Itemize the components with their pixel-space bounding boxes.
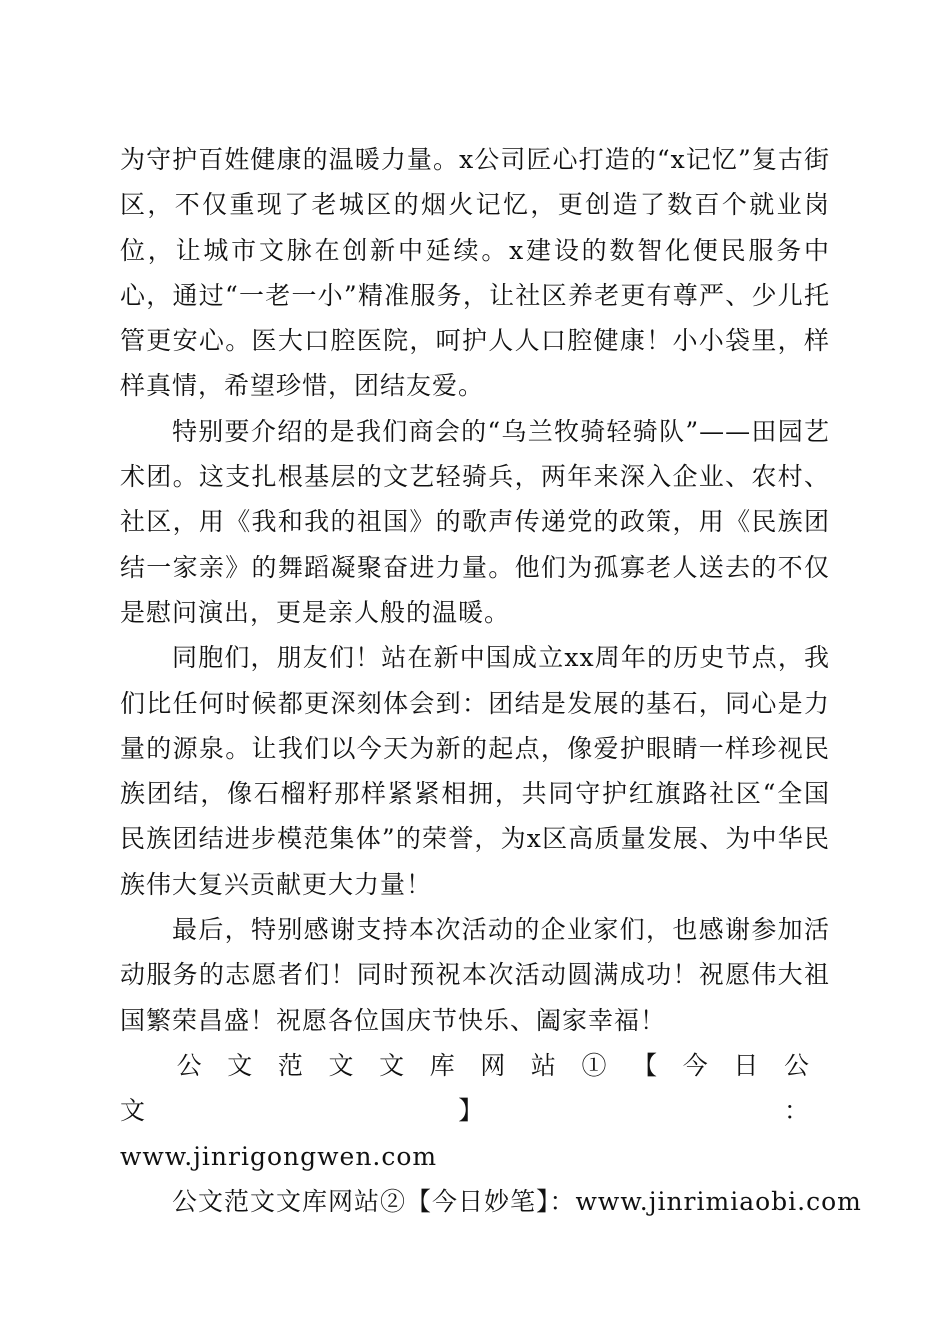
paragraph-unity: 同胞们，朋友们！站在新中国成立xx周年的历史节点，我们比任何时候都更深刻体会到：团结是发展的基石，同心是力量的源泉。让我们以今天为新的起点，像爱护眼睛一样珍视民族团结，像石榴籽那样紧紧相拥，共同守护红旗路社区“全国民族团结进步模范集体”的荣誉，为x区高质量发展、为中华民族伟大复兴贡献更大力量！	[120, 643, 830, 899]
footer-site-2-url[interactable]: www.jinrimiaobi.com	[575, 1186, 862, 1216]
footer-site-1-url-line	[120, 1134, 830, 1179]
footer-site-2	[120, 1179, 862, 1224]
document-body	[120, 137, 862, 1224]
footer-site-1-url[interactable]: www.jinrigongwen.com	[120, 1141, 438, 1171]
paragraph-thanks: 最后，特别感谢支持本次活动的企业家们，也感谢参加活动服务的志愿者们！同时预祝本次活动圆满成功！祝愿伟大祖国繁荣昌盛！祝愿各位国庆节快乐、阖家幸福！	[120, 915, 830, 1035]
footer-site-2-label: 公文范文文库网站②【今日妙笔】：	[172, 1186, 576, 1216]
footer-site-1	[120, 1043, 830, 1134]
paragraph-art-troupe: 特别要介绍的是我们商会的“乌兰牧骑轻骑队”——田园艺术团。这支扎根基层的文艺轻骑兵，两年来深入企业、农村、社区，用《我和我的祖国》的歌声传递党的政策，用《民族团结一家亲》的舞蹈凝聚奋进力量。他们为孤寡老人送去的不仅是慰问演出，更是亲人般的温暖。	[120, 416, 830, 627]
paragraph-continued: 为守护百姓健康的温暖力量。x公司匠心打造的“x记忆”复古街区，不仅重现了老城区的烟火记忆，更创造了数百个就业岗位，让城市文脉在创新中延续。x建设的数智化便民服务中心，通过“一老一小”精准服务，让社区养老更有尊严、少儿托管更安心。医大口腔医院，呵护人人口腔健康！小小袋里，样样真情，希望珍惜，团结友爱。	[120, 145, 830, 401]
footer-site-1-label: 公文范文文库网站①【今日公文】：	[120, 1050, 830, 1126]
